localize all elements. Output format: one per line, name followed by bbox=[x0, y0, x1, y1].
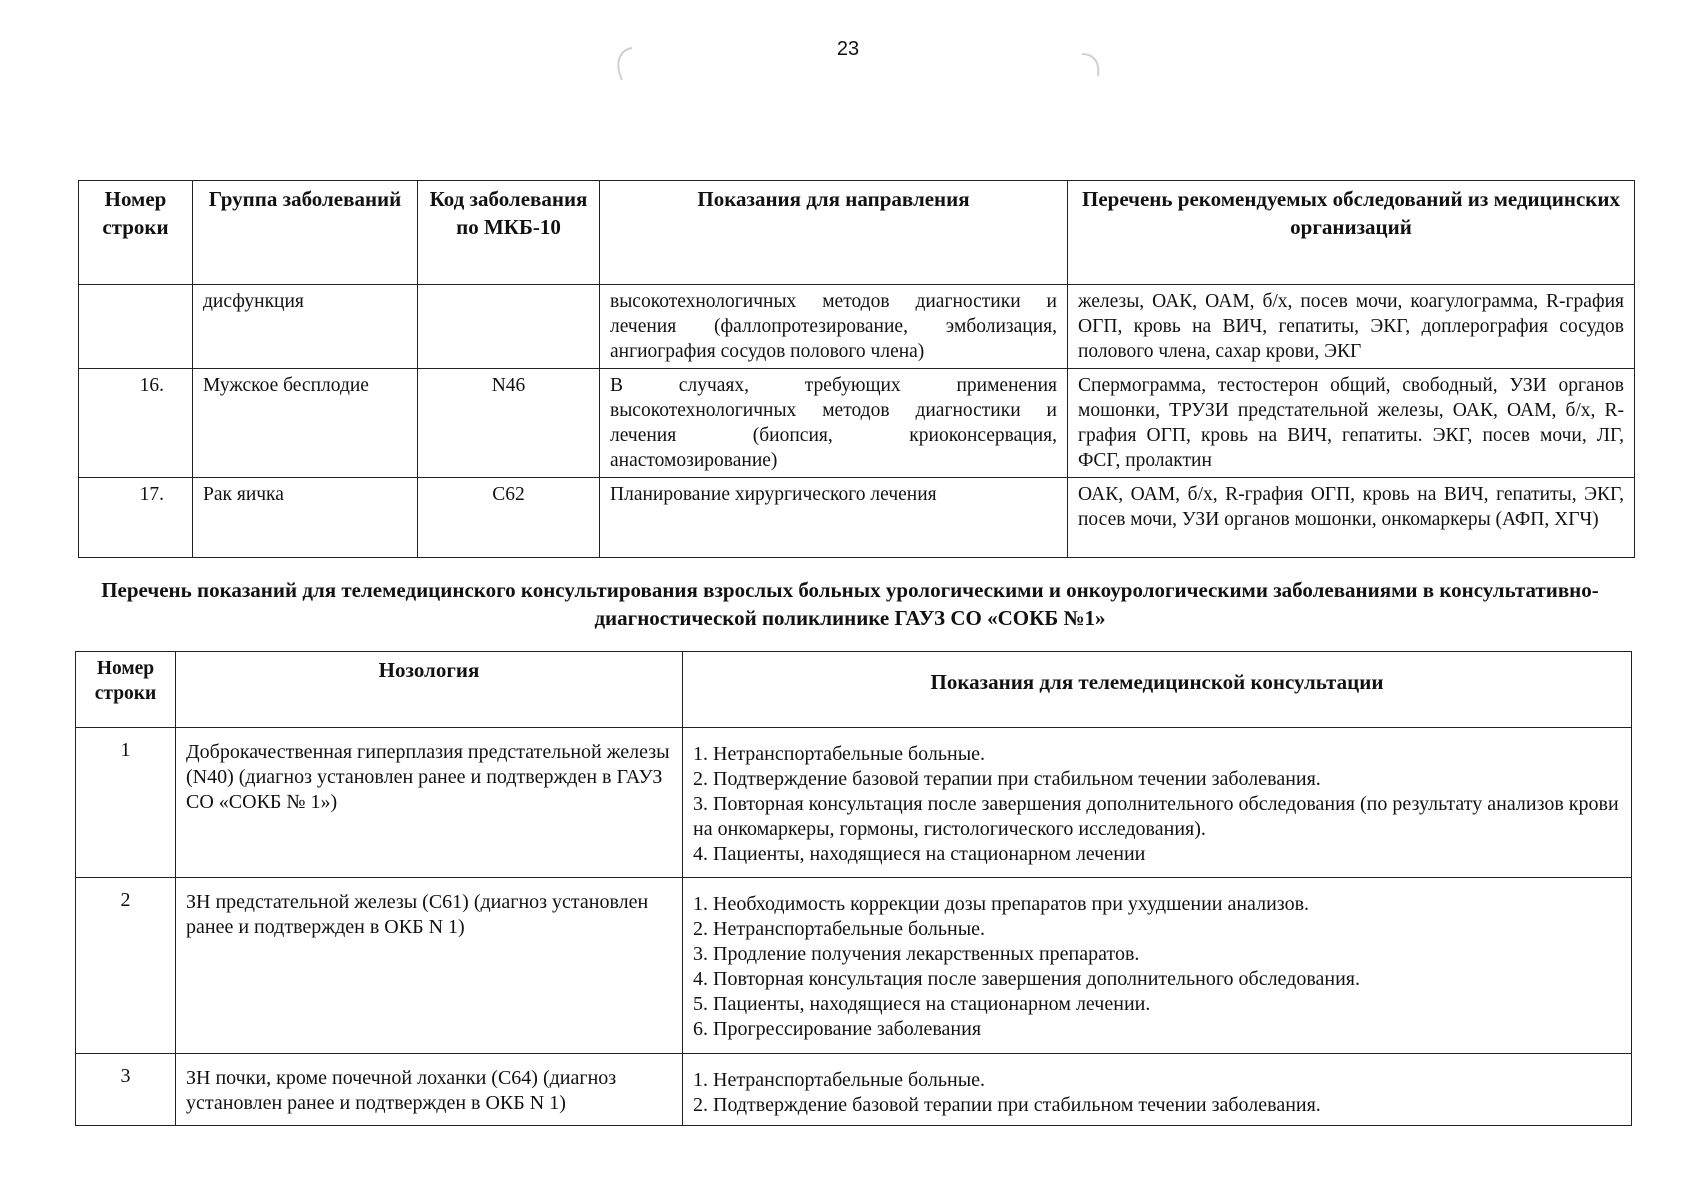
list-item: 6. Прогрессирование заболевания bbox=[693, 1018, 982, 1040]
icd-code: N46 bbox=[418, 369, 600, 478]
table-row bbox=[76, 878, 1632, 1054]
header-icd-code: Код заболевания по МКБ-10 bbox=[418, 181, 600, 285]
indications: высокотехнологичных методов диагностики и лечения (фаллопротезирование, эмболизация, ангиография сосудов полового члена) bbox=[600, 285, 1068, 369]
page-number: 23 bbox=[836, 38, 860, 60]
list-item: 3. Продление получения лекарственных препаратов. bbox=[693, 943, 1140, 965]
row-number bbox=[79, 285, 193, 369]
nosology: ЗН предстательной железы (С61) (диагноз установлен ранее и подтвержден в ОКБ N 1) bbox=[176, 878, 683, 1054]
section-title: Перечень показаний для телемедицинского консультирования взрослых больных урологическими и онкоурологическими заболеваниями в консультативно-диагностической поликлинике ГАУЗ СО «СОКБ №1» bbox=[101, 578, 1599, 630]
row-number: 2 bbox=[76, 878, 176, 1054]
list-item: 4. Пациенты, находящиеся на стационарном лечении bbox=[693, 843, 1146, 865]
header-nosology: Нозология bbox=[176, 652, 683, 728]
list-item: 3. Повторная консультация после завершения дополнительного обследования (по результату анализов крови на онкомаркеры, гормоны, гистологического исследования). bbox=[693, 793, 1619, 840]
row-number: 17. bbox=[79, 478, 193, 558]
disease-group: дисфункция bbox=[193, 285, 418, 369]
examinations: ОАК, ОАМ, б/х, R-графия ОГП, кровь на ВИЧ, гепатиты, ЭКГ, посев мочи, УЗИ органов мошонки, онкомаркеры (АФП, ХГЧ) bbox=[1068, 478, 1635, 558]
list-item: 5. Пациенты, находящиеся на стационарном лечении. bbox=[693, 993, 1151, 1015]
disease-group: Мужское бесплодие bbox=[193, 369, 418, 478]
header-row-number: Номер строки bbox=[79, 181, 193, 285]
header-indications: Показания для направления bbox=[600, 181, 1068, 285]
indications: Планирование хирургического лечения bbox=[600, 478, 1068, 558]
table-row bbox=[79, 369, 1635, 478]
header-disease-group: Группа заболеваний bbox=[193, 181, 418, 285]
icd-code bbox=[418, 285, 600, 369]
icd-code: С62 bbox=[418, 478, 600, 558]
indications-list bbox=[683, 878, 1632, 1054]
list-item: 1. Необходимость коррекции дозы препаратов при ухудшении анализов. bbox=[693, 893, 1310, 915]
row-number: 16. bbox=[79, 369, 193, 478]
list-item: 4. Повторная консультация после завершения дополнительного обследования. bbox=[693, 968, 1361, 990]
header-telemed-indications: Показания для телемедицинской консультации bbox=[683, 652, 1632, 728]
nosology: Доброкачественная гиперплазия предстательной железы (N40) (диагноз установлен ранее и подтвержден в ГАУЗ СО «СОКБ № 1») bbox=[176, 728, 683, 878]
header-examinations: Перечень рекомендуемых обследований из медицинских организаций bbox=[1068, 181, 1635, 285]
indications-list bbox=[683, 728, 1632, 878]
referral-table bbox=[78, 180, 1635, 558]
list-item: 1. Нетранспортабельные больные. bbox=[693, 1069, 986, 1091]
row-number: 3 bbox=[76, 1054, 176, 1126]
list-item: 2. Подтверждение базовой терапии при стабильном течении заболевания. bbox=[693, 768, 1321, 790]
table-row bbox=[76, 728, 1632, 878]
table-row bbox=[79, 285, 1635, 369]
list-item: 1. Нетранспортабельные больные. bbox=[693, 743, 986, 765]
telemedicine-table bbox=[75, 651, 1632, 1126]
list-item: 2. Нетранспортабельные больные. bbox=[693, 918, 986, 940]
indications: В случаях, требующих применения высокотехнологичных методов диагностики и лечения (биопсия, криоконсервация, анастомозирование) bbox=[600, 369, 1068, 478]
examinations: железы, ОАК, ОАМ, б/х, посев мочи, коагулограмма, R-графия ОГП, кровь на ВИЧ, гепатиты, ЭКГ, доплерография сосудов полового члена, сахар крови, ЭКГ bbox=[1068, 285, 1635, 369]
table-row bbox=[79, 478, 1635, 558]
nosology: ЗН почки, кроме почечной лоханки (С64) (диагноз установлен ранее и подтвержден в ОКБ N 1) bbox=[176, 1054, 683, 1126]
table-header-row bbox=[76, 652, 1632, 728]
table-header-row bbox=[79, 181, 1635, 285]
table-row bbox=[76, 1054, 1632, 1126]
disease-group: Рак яичка bbox=[193, 478, 418, 558]
list-item: 2. Подтверждение базовой терапии при стабильном течении заболевания. bbox=[693, 1094, 1321, 1116]
row-number: 1 bbox=[76, 728, 176, 878]
indications-list bbox=[683, 1054, 1632, 1126]
header-row-number: Номер строки bbox=[76, 652, 176, 728]
examinations: Спермограмма, тестостерон общий, свободный, УЗИ органов мошонки, ТРУЗИ предстательной железы, ОАК, ОАМ, б/х, R-графия ОГП, кровь на ВИЧ, гепатиты. ЭКГ, посев мочи, ЛГ, ФСГ, пролактин bbox=[1068, 369, 1635, 478]
